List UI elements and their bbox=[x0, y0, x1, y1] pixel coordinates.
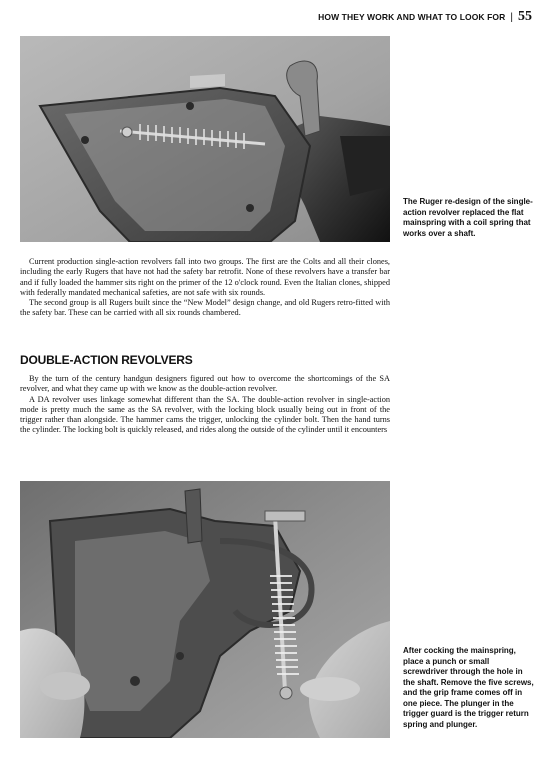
body-paragraph: Current production single-action revolvers fall into two groups. The first are the Colts and all their clones, including the early Rugers that have not had the safety bar retrofit. None of these revolvers have a transfer bar and if fully loaded the hammer sits right on the primer of the 12 o'clock round. Even the Italian clones, shipped with federally mandated mechanical safeties, are not safe with six rounds. bbox=[20, 257, 390, 297]
figure-caption-top: The Ruger re-design of the single-action revolver replaced the flat mainspring with a coil spring that works over a shaft. bbox=[403, 197, 533, 238]
body-paragraph: By the turn of the century handgun designers figured out how to overcome the shortcomings of the SA revolver, and what they came up with we know as the double-action revolver. bbox=[20, 374, 390, 394]
body-paragraph: The second group is all Rugers built since the “New Model” design change, and old Rugers retro-fitted with the safety bar. These can be carried with all six rounds chambered. bbox=[20, 298, 390, 318]
running-head bbox=[318, 9, 532, 25]
running-head-title: HOW THEY WORK AND WHAT TO LOOK FOR bbox=[318, 12, 506, 22]
section-heading: DOUBLE-ACTION REVOLVERS bbox=[20, 353, 193, 367]
figure-caption-bottom: After cocking the mainspring, place a punch or small screwdriver through the hole in the shaft. Remove the five screws, and the grip frame comes off in one piece. The plunger in the trigger guard is the trigger return spring and plunger. bbox=[403, 646, 534, 729]
photo-ruger-grip-frame bbox=[20, 36, 390, 242]
body-text-block-2 bbox=[20, 374, 390, 436]
page-number: 55 bbox=[518, 9, 532, 24]
photo-grip-frame-disassembly bbox=[20, 481, 390, 738]
running-head-separator: | bbox=[510, 12, 513, 23]
body-paragraph: A DA revolver uses linkage somewhat different than the SA. The double-action revolver in single-action mode is pretty much the same as the SA revolver, with the locking block usually being out in front of the trigger rather than alongside. The hammer cams the trigger, unlocking the cylinder bolt. Then the hand turns the cylinder. The locking bolt is quickly released, and rides along the outside of the cylinder until it encounters bbox=[20, 394, 390, 435]
body-text-block-1 bbox=[20, 257, 390, 319]
